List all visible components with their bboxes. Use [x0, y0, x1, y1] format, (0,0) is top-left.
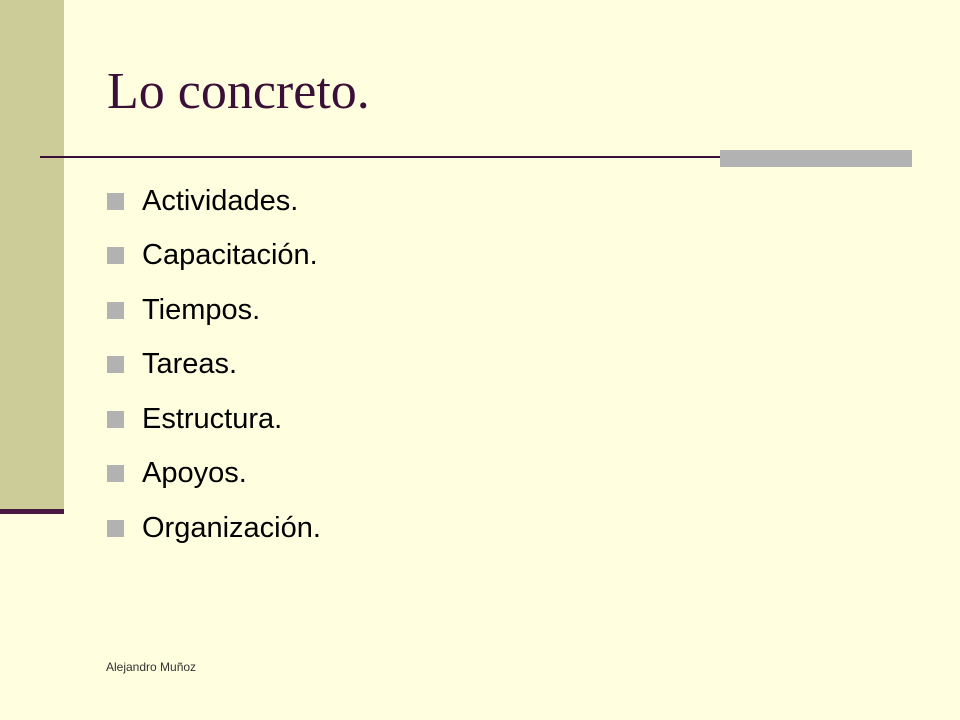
square-bullet-icon	[107, 465, 124, 482]
bullet-text: Tiempos.	[142, 293, 261, 326]
square-bullet-icon	[107, 302, 124, 319]
bullet-text: Organización.	[142, 511, 321, 544]
title-divider-accent	[720, 150, 912, 167]
square-bullet-icon	[107, 193, 124, 210]
footer-author: Alejandro Muñoz	[106, 660, 197, 674]
bullet-item-apoyos	[107, 447, 321, 502]
bullet-text: Tareas.	[142, 348, 238, 381]
side-band-accent-line	[0, 509, 64, 514]
square-bullet-icon	[107, 356, 124, 373]
bullet-item-actividades	[107, 174, 321, 229]
side-band	[0, 0, 64, 512]
bullet-text: Actividades.	[142, 184, 299, 217]
square-bullet-icon	[107, 520, 124, 537]
bullet-item-capacitacion	[107, 229, 321, 284]
slide-title: Lo concreto.	[107, 63, 370, 120]
bullet-item-organizacion	[107, 501, 321, 556]
bullet-item-tiempos	[107, 283, 321, 338]
bullet-item-estructura	[107, 392, 321, 447]
square-bullet-icon	[107, 411, 124, 428]
bullet-list	[107, 174, 321, 556]
bullet-item-tareas	[107, 338, 321, 393]
bullet-text: Apoyos.	[142, 457, 247, 490]
bullet-text: Estructura.	[142, 402, 283, 435]
square-bullet-icon	[107, 247, 124, 264]
bullet-text: Capacitación.	[142, 239, 318, 272]
